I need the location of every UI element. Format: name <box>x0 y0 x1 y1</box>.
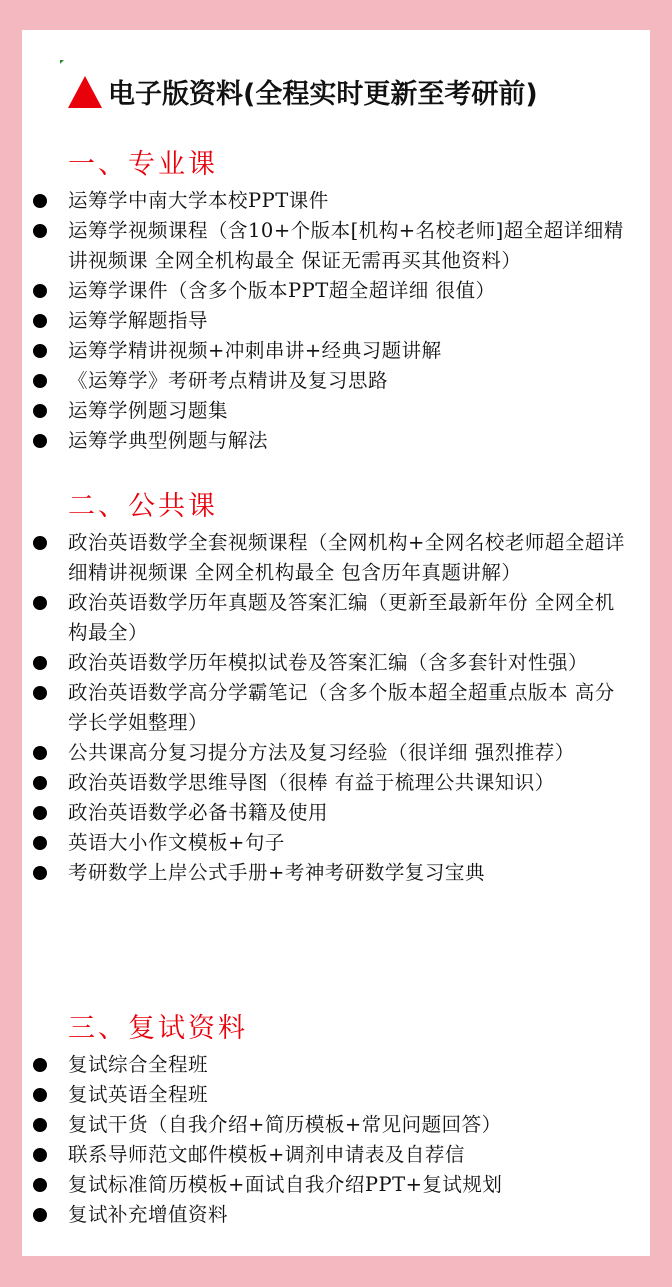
list-item-text: 运筹学精讲视频+冲刺串讲+经典习题讲解 <box>68 339 442 362</box>
bullet-icon <box>33 1208 47 1222</box>
list-item <box>22 186 628 216</box>
list-item <box>22 648 628 678</box>
list-item <box>22 528 628 588</box>
red-triangle-icon <box>68 76 102 108</box>
list-item-text: 运筹学课件（含多个版本PPT超全超详细 很值） <box>68 279 496 302</box>
list-item <box>22 798 628 828</box>
list-item <box>22 858 628 888</box>
list-item-text: 运筹学典型例题与解法 <box>68 429 269 452</box>
list-item <box>22 588 628 648</box>
bullet-icon <box>33 686 47 700</box>
bullet-icon <box>33 374 47 388</box>
list-item-text: 复试干货（自我介绍+简历模板+常见问题回答） <box>68 1113 502 1136</box>
content-card <box>22 30 650 1256</box>
bullet-icon <box>33 314 47 328</box>
list-item-text: 政治英语数学全套视频课程（全网机构+全网名校老师超全超详细精讲视频课 全网全机构最全 包含历年真题讲解） <box>68 531 625 584</box>
list-item-text: 复试补充增值资料 <box>68 1203 229 1226</box>
list-item <box>22 306 628 336</box>
corner-mark-icon <box>60 60 64 64</box>
list-item-text: 联系导师范文邮件模板+调剂申请表及自荐信 <box>68 1143 465 1166</box>
bullet-icon <box>33 536 47 550</box>
list-item-text: 政治英语数学思维导图（很棒 有益于梳理公共课知识） <box>68 771 555 794</box>
bullet-icon <box>33 224 47 238</box>
bullet-icon <box>33 434 47 448</box>
list-item <box>22 1050 628 1080</box>
list-item <box>22 1170 628 1200</box>
list-item-text: 复试英语全程班 <box>68 1083 209 1106</box>
list-item-text: 政治英语数学历年模拟试卷及答案汇编（含多套针对性强） <box>68 651 589 674</box>
list-item-text: 复试标准简历模板+面试自我介绍PPT+复试规划 <box>68 1173 503 1196</box>
list-item-text: 英语大小作文模板+句子 <box>68 831 285 854</box>
list-item-text: 运筹学例题习题集 <box>68 399 229 422</box>
list-item-text: 运筹学中南大学本校PPT课件 <box>68 189 329 212</box>
list-item <box>22 828 628 858</box>
bullet-icon <box>33 284 47 298</box>
page-title: 电子版资料(全程实时更新至考研前) <box>108 78 538 110</box>
section-list-retest <box>22 1050 628 1230</box>
list-item <box>22 336 628 366</box>
bullet-icon <box>33 194 47 208</box>
list-item <box>22 216 628 276</box>
list-item-text: 公共课高分复习提分方法及复习经验（很详细 强烈推荐） <box>68 741 575 764</box>
list-item-text: 考研数学上岸公式手册+考神考研数学复习宝典 <box>68 861 485 884</box>
bullet-icon <box>33 1088 47 1102</box>
list-item-text: 政治英语数学历年真题及答案汇编（更新至最新年份 全网全机构最全） <box>68 591 615 644</box>
bullet-icon <box>33 1178 47 1192</box>
list-item-text: 运筹学视频课程（含10+个版本[机构+名校老师]超全超详细精讲视频课 全网全机构最全 保证无需再买其他资料） <box>68 219 624 272</box>
section-heading-major: 一、专业课 <box>68 149 218 180</box>
bullet-icon <box>33 1118 47 1132</box>
list-item <box>22 1110 628 1140</box>
list-item-text: 复试综合全程班 <box>68 1053 209 1076</box>
section-heading-public: 二、公共课 <box>68 491 218 522</box>
bullet-icon <box>33 656 47 670</box>
bullet-icon <box>33 806 47 820</box>
list-item <box>22 426 628 456</box>
bullet-icon <box>33 1058 47 1072</box>
section-heading-retest: 三、复试资料 <box>68 1013 248 1044</box>
list-item-text: 政治英语数学高分学霸笔记（含多个版本超全超重点版本 高分学长学姐整理） <box>68 681 615 734</box>
bullet-icon <box>33 596 47 610</box>
list-item <box>22 1200 628 1230</box>
list-item-text: 政治英语数学必备书籍及使用 <box>68 801 329 824</box>
list-item <box>22 1080 628 1110</box>
bullet-icon <box>33 404 47 418</box>
list-item <box>22 738 628 768</box>
section-list-major <box>22 186 628 456</box>
bullet-icon <box>33 836 47 850</box>
list-item <box>22 396 628 426</box>
bullet-icon <box>33 1148 47 1162</box>
bullet-icon <box>33 746 47 760</box>
bullet-icon <box>33 776 47 790</box>
list-item <box>22 678 628 738</box>
list-item <box>22 276 628 306</box>
section-list-public <box>22 528 628 888</box>
list-item <box>22 1140 628 1170</box>
bullet-icon <box>33 866 47 880</box>
list-item <box>22 366 628 396</box>
list-item-text: 运筹学解题指导 <box>68 309 209 332</box>
list-item <box>22 768 628 798</box>
list-item-text: 《运筹学》考研考点精讲及复习思路 <box>68 369 389 392</box>
bullet-icon <box>33 344 47 358</box>
title-row <box>68 68 538 114</box>
